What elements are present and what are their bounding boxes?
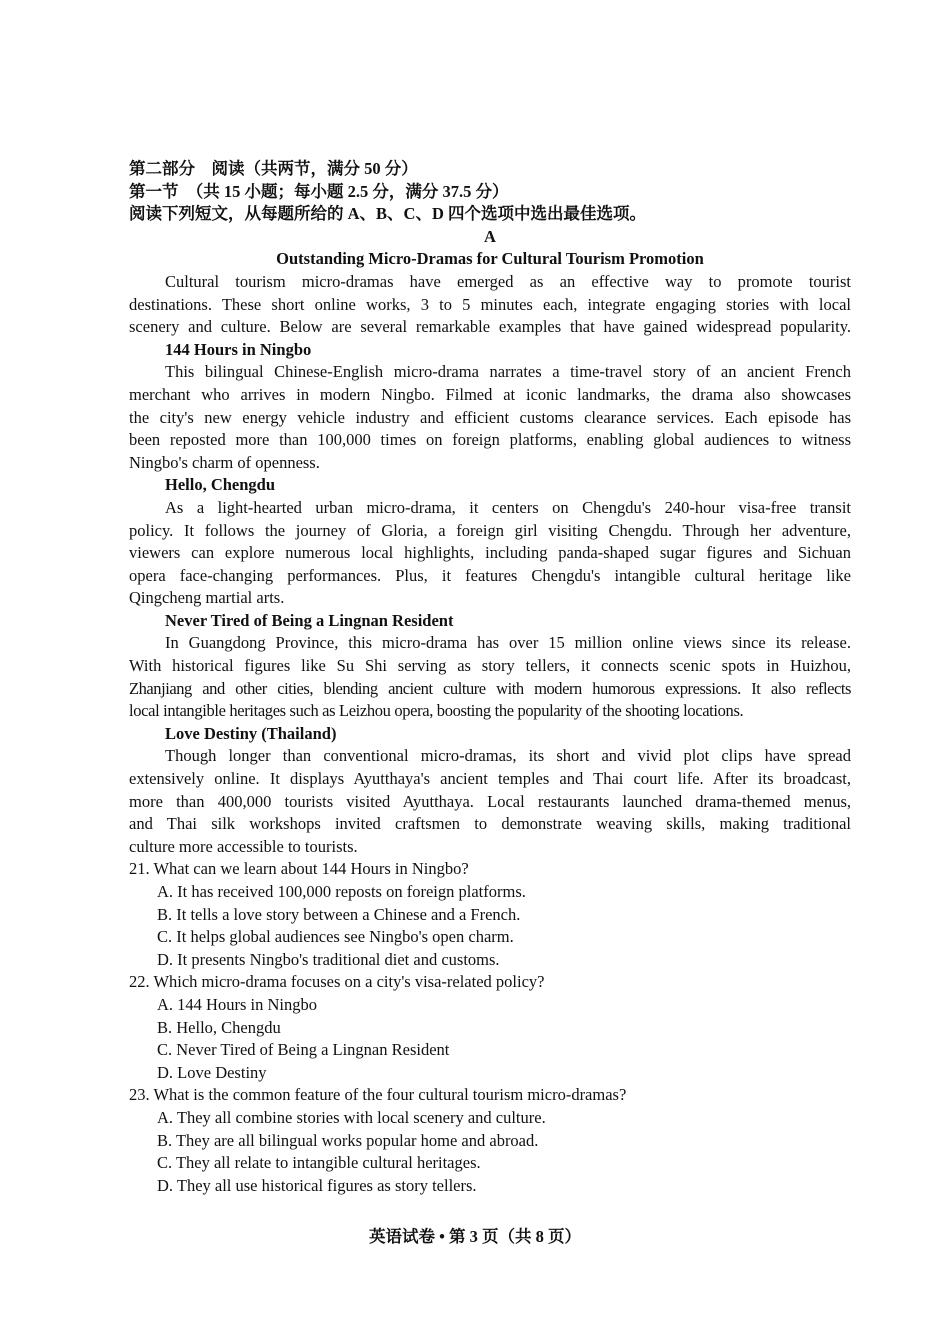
question-stem: 23. What is the common feature of the four cultural tourism micro-dramas? — [129, 1085, 627, 1105]
exam-content — [129, 158, 851, 1197]
paragraph-line: scenery and culture. Below are several remarkable examples that have gained widespread popularity. — [129, 317, 851, 337]
answer-option: C. It helps global audiences see Ningbo's open charm. — [157, 927, 514, 947]
answer-option: B. They are all bilingual works popular home and abroad. — [157, 1130, 539, 1150]
answer-option: A. It has received 100,000 reposts on foreign platforms. — [157, 882, 526, 901]
section-heading: 第一节 （共 15 小题；每小题 2.5 分，满分 37.5 分） — [129, 181, 509, 201]
drama-paragraph-thailand — [129, 745, 851, 858]
drama-heading-chengdu: Hello, Chengdu — [165, 475, 276, 495]
paragraph-line: As a light-hearted urban micro-drama, it centers on Chengdu's 240-hour visa-free transit — [165, 497, 851, 517]
answer-option: B. It tells a love story between a Chinese and a French. — [157, 904, 521, 924]
paragraph-line: culture more accessible to tourists. — [129, 836, 358, 856]
passage-letter: A — [484, 226, 496, 246]
paragraph-line: merchant who arrives in modern Ningbo. Filmed at iconic landmarks, the drama also showcases — [129, 384, 851, 404]
paragraph-line: With historical figures like Su Shi serving as story tellers, it connects scenic spots in Huizhou, — [129, 656, 851, 676]
instruction-text: 阅读下列短文，从每题所给的 A、B、C、D 四个选项中选出最佳选项。 — [129, 204, 647, 224]
paragraph-line: Though longer than conventional micro-dramas, its short and vivid plot clips have spread — [165, 746, 851, 766]
paragraph-line: This bilingual Chinese-English micro-drama narrates a time-travel story of an ancient French — [165, 362, 851, 382]
intro-paragraph — [129, 271, 851, 339]
drama-paragraph-chengdu — [129, 497, 851, 610]
paragraph-line: Zhanjiang and other cities, blending ancient culture with modern humorous expressions. It also reflects — [129, 678, 851, 698]
drama-heading-lingnan: Never Tired of Being a Lingnan Resident — [165, 610, 454, 630]
paragraph-line: been reposted more than 100,000 times on foreign platforms, enabling global audiences to witness — [129, 430, 851, 450]
paragraph-line: opera face-changing performances. Plus, it features Chengdu's intangible cultural heritage like — [129, 565, 851, 585]
answer-option: D. Love Destiny — [157, 1062, 267, 1082]
paragraph-line: the city's new energy vehicle industry and efficient customs clearance services. Each episode has — [129, 407, 851, 427]
question-21 — [129, 858, 851, 971]
question-stem: 21. What can we learn about 144 Hours in Ningbo? — [129, 859, 469, 879]
answer-option: D. They all use historical figures as story tellers. — [157, 1175, 477, 1195]
answer-option: A. 144 Hours in Ningbo — [157, 994, 317, 1014]
paragraph-line: Ningbo's charm of openness. — [129, 452, 320, 472]
answer-option: D. It presents Ningbo's traditional diet and customs. — [157, 949, 500, 969]
paragraph-line: local intangible heritages such as Leizhou opera, boosting the popularity of the shooting locations. — [129, 701, 744, 721]
question-22 — [129, 971, 851, 1084]
drama-paragraph-lingnan — [129, 632, 851, 722]
answer-option: C. Never Tired of Being a Lingnan Resident — [157, 1040, 450, 1060]
paragraph-line: policy. It follows the journey of Gloria, a foreign girl visiting Chengdu. Through her adventure, — [129, 520, 851, 540]
drama-paragraph-ningbo — [129, 361, 851, 474]
paragraph-line: Qingcheng martial arts. — [129, 588, 285, 608]
answer-option: A. They all combine stories with local scenery and culture. — [157, 1107, 546, 1127]
drama-heading-ningbo: 144 Hours in Ningbo — [165, 339, 312, 359]
question-stem: 22. Which micro-drama focuses on a city's visa-related policy? — [129, 972, 545, 992]
page-footer: 英语试卷 • 第 3 页（共 8 页） — [368, 1227, 582, 1246]
paragraph-line: destinations. These short online works, 3 to 5 minutes each, integrate engaging stories with local — [129, 294, 851, 314]
question-23 — [129, 1084, 851, 1197]
answer-option: C. They all relate to intangible cultural heritages. — [157, 1153, 481, 1173]
paragraph-line: extensively online. It displays Ayutthaya's ancient temples and Thai court life. After its broadcast, — [129, 769, 851, 789]
paragraph-line: In Guangdong Province, this micro-drama has over 15 million online views since its release. — [165, 633, 851, 653]
passage-title: Outstanding Micro-Dramas for Cultural Tourism Promotion — [276, 249, 704, 269]
part-heading: 第二部分 阅读（共两节，满分 50 分） — [129, 159, 418, 178]
paragraph-line: more than 400,000 tourists visited Ayutthaya. Local restaurants launched drama-themed menus, — [129, 791, 851, 811]
paragraph-line: viewers can explore numerous local highlights, including panda-shaped sugar figures and Sichuan — [129, 543, 851, 563]
paragraph-line: Cultural tourism micro-dramas have emerged as an effective way to promote tourist — [165, 271, 851, 291]
answer-option: B. Hello, Chengdu — [157, 1017, 281, 1037]
drama-heading-thailand: Love Destiny (Thailand) — [165, 723, 337, 743]
paragraph-line: and Thai silk workshops invited craftsmen to demonstrate weaving skills, making traditional — [129, 814, 851, 834]
